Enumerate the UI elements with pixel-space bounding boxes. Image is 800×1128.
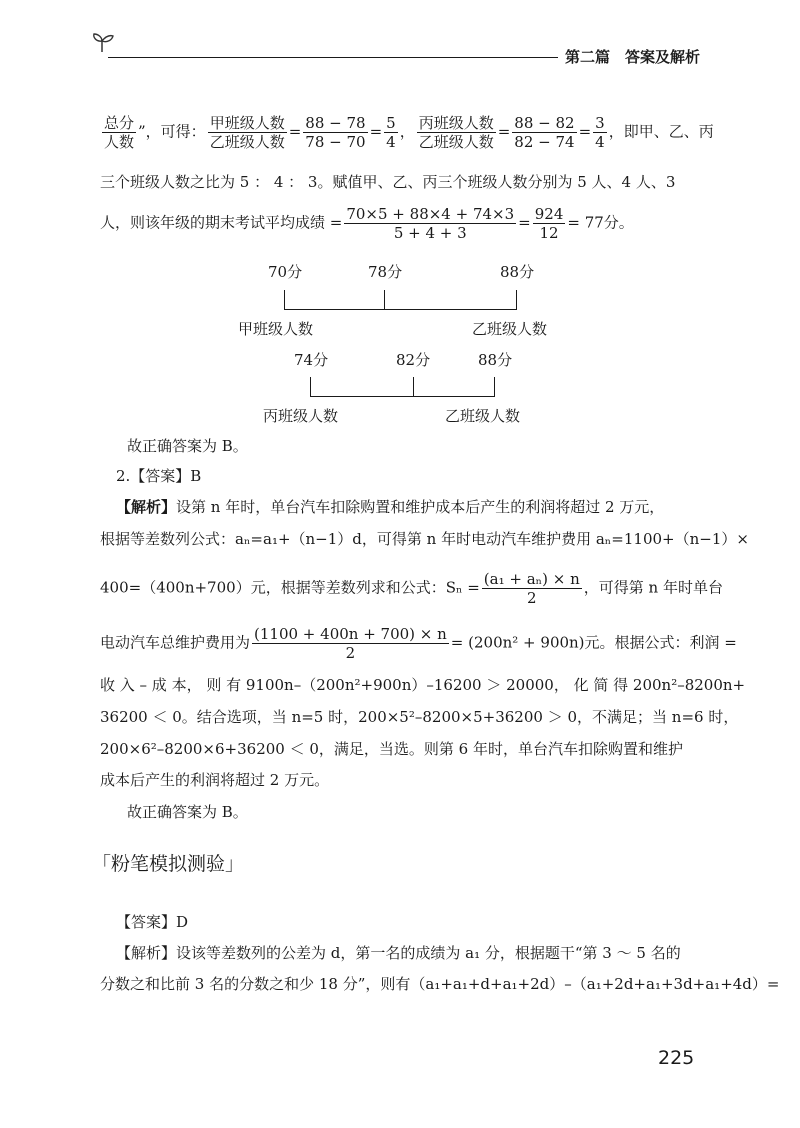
diagram1-left-score: 70分 (268, 263, 303, 281)
diagram2-left-caption: 丙班级人数 (263, 407, 339, 425)
q2-line3: 400=（400n+700）元，根据等差数列求和公式：Sₙ = $\frac{\text{(a₁ + aₙ) × n}}{2}$ ，可得第 n 年时单台 (100, 570, 723, 607)
q3-line2: 分数之和比前 3 名的分数之和少 18 分”，则有（a₁+a₁+d+a₁+2d）–（a₁+2d+a₁+3d+a₁+4d）= (100, 975, 780, 993)
fraction: $\frac{924}{12}$ (534, 205, 564, 242)
q2-answer: 2.【答案】B (116, 467, 202, 485)
diagram1-tick-right (516, 290, 517, 310)
fraction: $\frac{3}{4}$ (595, 114, 605, 151)
q3-answer: 【答案】D (116, 913, 189, 931)
q2-line7: 200×6²–8200×6+36200 ＜ 0，满足，当选。则第 6 年时，单台汽车扣除购置和维护 (100, 740, 683, 758)
q2-line5: 收 入 – 成 本， 则 有 9100n–（200n²+900n）–16200 ＞ 20000， 化 简 得 200n²–8200n+ (100, 676, 746, 694)
p1-line1: $\frac{\text{总分}}{\text{人数}}$ ”，可得： $\frac{\text{甲班级人数}}{\text{乙班级人数}}$ = $\frac{88 - 78}{78 - 70}$ = $\frac{5}{4}$ ， $\frac{\text{丙班级人数}}{\text{乙班级人数}}$ = $\frac{88 - 82}{82 - 74}$ = $\frac{3}{4}$ ，即甲、乙、丙 (104, 114, 714, 151)
diagram2-tick-left (310, 377, 311, 397)
fraction: $\frac{\text{丙班级人数}}{\text{乙班级人数}}$ (418, 114, 494, 151)
diagram2-mid-score: 82分 (396, 351, 431, 369)
diagram2-right-caption: 乙班级人数 (445, 407, 521, 425)
diagram1-mid-score: 78分 (368, 263, 403, 281)
diagram2-left-score: 74分 (294, 351, 329, 369)
sprout-icon (88, 30, 118, 54)
conclusion-1: 故正确答案为 B。 (127, 437, 248, 455)
diagram1-tick-left (284, 290, 285, 310)
q2-line6: 36200 ＜ 0。结合选项，当 n=5 时，200×5²–8200×5+36200 ＞ 0，不满足；当 n=6 时， (100, 708, 739, 726)
q2-conclusion: 故正确答案为 B。 (127, 803, 248, 821)
q2-line4: 电动汽车总维护费用为 $\frac{(1100 + 400n + 700) \times n}{2}$ = (200n² + 900n)元。根据公式：利润 = (100, 625, 737, 662)
diagram1-left-caption: 甲班级人数 (238, 320, 314, 338)
header-title: 第二篇 答案及解析 (565, 48, 701, 66)
p1-line2: 三个班级人数之比为 5 ： 4 ： 3。赋值甲、乙、丙三个班级人数分别为 5 人、4 人、3 (100, 173, 676, 191)
fraction: $\frac{70\times 5 + 88\times 4 + 74\times 3}{5 + 4 + 3}$ (346, 205, 515, 242)
fraction: $\frac{88 - 78}{78 - 70}$ (305, 114, 366, 151)
page-number: 225 (658, 1047, 695, 1069)
diagram1-tick-mid (384, 290, 385, 310)
fraction: $\frac{88 - 82}{82 - 74}$ (514, 114, 575, 151)
fraction: $\frac{5}{4}$ (386, 114, 396, 151)
diagram2-baseline (310, 396, 495, 397)
fraction: $\frac{(1100 + 400n + 700) \times n}{2}$ (254, 625, 447, 662)
diagram2-right-score: 88分 (478, 351, 513, 369)
diagram1-baseline (284, 309, 517, 310)
q2-line2: 根据等差数列公式：aₙ=a₁+（n−1）d，可得第 n 年时电动汽车维护费用 aₙ=1100+（n−1）× (100, 530, 749, 548)
q3-line1: 【解析】设该等差数列的公差为 d，第一名的成绩为 a₁ 分，根据题干“第 3 ～ 5 名的 (116, 944, 681, 962)
diagram2-tick-right (494, 377, 495, 397)
fraction: $\frac{\text{总分}}{\text{人数}}$ (104, 114, 135, 151)
q2-line8: 成本后产生的利润将超过 2 万元。 (100, 771, 330, 789)
fraction: $\frac{\text{甲班级人数}}{\text{乙班级人数}}$ (209, 114, 285, 151)
header-rule (108, 57, 558, 58)
diagram2-tick-mid (413, 377, 414, 397)
diagram1-right-score: 88分 (500, 263, 535, 281)
diagram1-right-caption: 乙班级人数 (472, 320, 548, 338)
p1-line3: 人，则该年级的期末考试平均成绩 = $\frac{70\times 5 + 88\times 4 + 74\times 3}{5 + 4 + 3}$ = $\frac{924}{12}$ = 77分。 (100, 205, 634, 242)
fraction: $\frac{\text{(a₁ + aₙ) × n}}{2}$ (483, 570, 580, 607)
q2-line1: 【解析】设第 n 年时，单台汽车扣除购置和维护成本后产生的利润将超过 2 万元， (116, 498, 665, 516)
section-title: 「粉笔模拟测验」 (92, 853, 245, 875)
